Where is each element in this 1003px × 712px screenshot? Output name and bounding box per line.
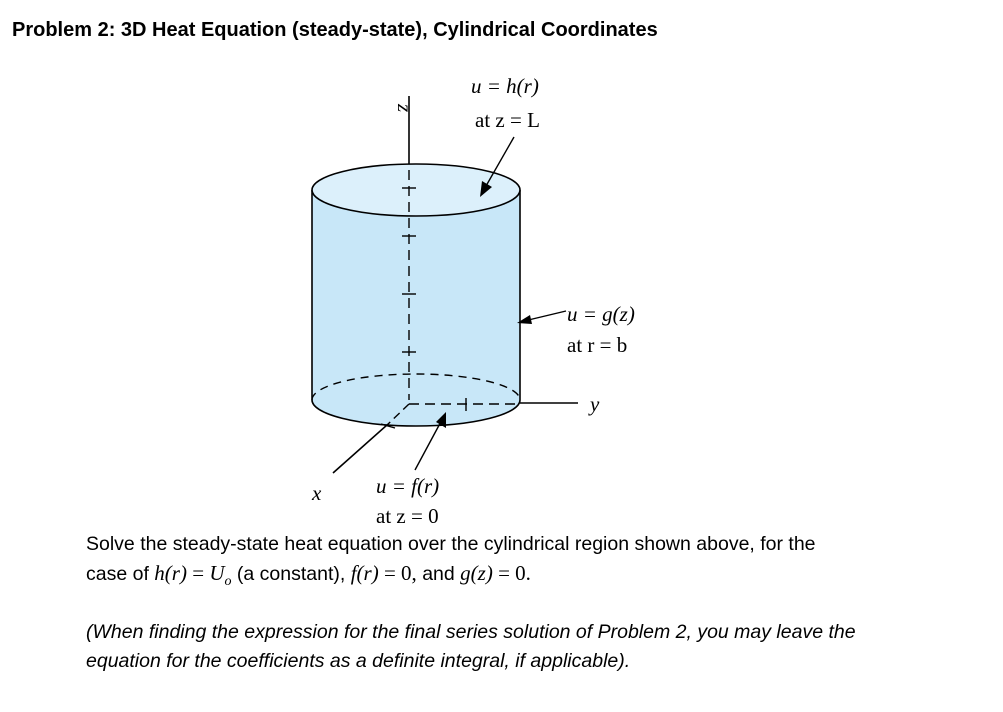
note-line-1: (When finding the expression for the final series solution of Problem 2, you may leave the	[86, 621, 856, 643]
problem-statement	[86, 530, 816, 596]
bottom-condition-label: u = f(r)	[376, 474, 440, 498]
statement-line-2: case of $h(r) = U_o$ (a constant), f(r) = 0, and g(z) = 0.	[86, 561, 531, 589]
side-condition-label: u = g(z)	[567, 302, 635, 326]
note-paragraph	[86, 618, 856, 676]
statement-line-1: Solve the steady-state heat equation over the cylindrical region shown above, for the	[86, 533, 816, 555]
cylinder-body	[312, 190, 520, 426]
z-axis-label: z	[393, 104, 417, 113]
bottom-location-label: at z = 0	[376, 504, 439, 528]
top-ellipse	[312, 164, 520, 216]
note-line-2: equation for the coefficients as a definite integral, if applicable).	[86, 650, 631, 672]
x-axis-label: x	[312, 481, 322, 505]
top-location-label: at z = L	[475, 108, 540, 132]
side-location-label: at r = b	[567, 333, 628, 357]
top-condition-label: u = h(r)	[471, 74, 539, 98]
y-axis-label: y	[590, 392, 600, 416]
x-axis-line	[333, 425, 387, 473]
problem-title: Problem 2: 3D Heat Equation (steady-state), Cylindrical Coordinates	[12, 19, 658, 41]
